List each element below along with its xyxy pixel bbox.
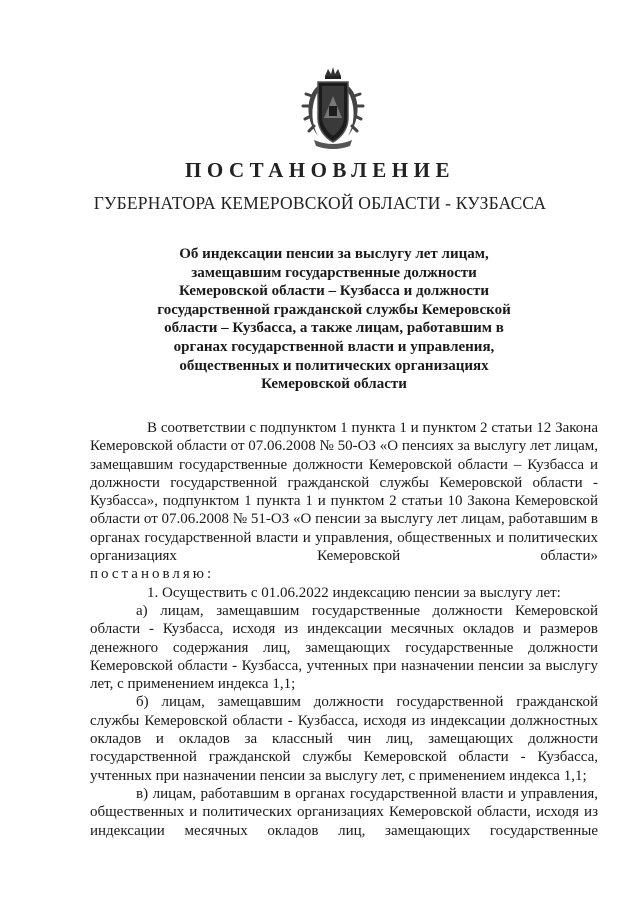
subject-line: государственной гражданской службы Кемеровской	[157, 301, 511, 318]
subject-line: замещавшим государственные должности	[191, 264, 477, 281]
decree-word: постановляю:	[90, 566, 215, 583]
subject-line: Кемеровской области	[261, 376, 407, 393]
subject-line: Кемеровской области – Кузбасса и должности	[179, 283, 489, 300]
item-1c: в) лицам, работавшим в органах государственной власти и управления, общественных и политических организациях Кемеровской области, исходя из индексации месячных окладов лиц, замещающих государственные	[90, 785, 598, 839]
subject-line: Об индексации пенсии за выслугу лет лицам,	[179, 246, 489, 262]
issuer-title: ГУБЕРНАТОРА КЕМЕРОВСКОЙ ОБЛАСТИ - КУЗБАССА	[93, 193, 547, 213]
item-1b: б) лицам, замещавшим должности государственной гражданской службы Кемеровской области - Кузбасса, исходя из индексации должностных окладов и окладов за классный чин лиц, замещающих должности государственной гражданской службы Кемеровской области - Кузбасса, учтенных при назначении пенсии за выслугу лет, с применением индекса 1,1;	[90, 694, 598, 784]
item-1: 1. Осуществить с 01.06.2022 индексацию пенсии за выслугу лет:	[147, 584, 561, 601]
item-1a: а) лицам, замещавшим государственные должности Кемеровской области - Кузбасса, исходя из индексации месячных окладов и размеров денежного содержания лиц, замещающих государственные должности Кемеровской области - Кузбасса, учтенных при назначении пенсии за выслугу лет, с применением индекса 1,1;	[90, 602, 598, 693]
document-subject	[150, 245, 518, 394]
subject-line: органах государственной власти и управления,	[173, 338, 495, 355]
subject-line: общественных и политических организациях	[179, 357, 489, 374]
document-type-title: ПОСТАНОВЛЕНИЕ	[185, 158, 455, 182]
preamble-paragraph: В соответствии с подпунктом 1 пункта 1 и пунктом 2 статьи 12 Закона Кемеровской области от 07.06.2008 № 50-ОЗ «О пенсиях за выслугу лет лицам, замещавшим государственные должности Кемеровской области – Кузбасса и должности государственной гражданской службы Кемеровской области - Кузбасса», подпунктом 1 пункта 1 и пунктом 2 статьи 10 Закона Кемеровской области от 07.06.2008 № 51-ОЗ «О пенсии за выслугу лет лицам, работавшим в органах государственной власти и управления, общественных и политических организациях Кемеровской области»	[90, 420, 598, 565]
coat-of-arms-icon	[298, 66, 368, 150]
subject-line: области – Кузбасса, а также лицам, работавшим в	[164, 320, 504, 337]
document-body	[90, 419, 598, 840]
